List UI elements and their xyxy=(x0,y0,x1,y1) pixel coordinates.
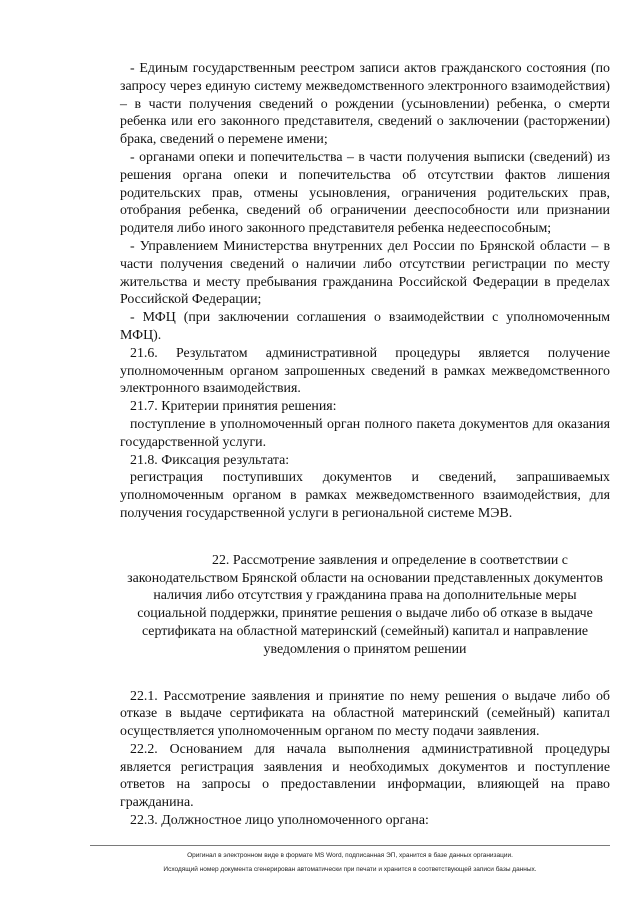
paragraph-mfc: - МФЦ (при заключении соглашения о взаимодействии с уполномоченным МФЦ). xyxy=(120,310,610,343)
paragraph-22-3: 22.3. Должностное лицо уполномоченного органа: xyxy=(130,813,429,829)
paragraph-22-2: 22.2. Основанием для начала выполнения административной процедуры является регистрация заявления и необходимых документов и поступление ответов на запросы о предоставлении информации, влияющей на право гражданина. xyxy=(120,741,610,811)
page-footer xyxy=(90,849,610,877)
paragraph-21-7: 21.7. Критерии принятия решения: xyxy=(130,399,337,415)
paragraph-21-8-registration: регистрация поступивших документов и сведений, запрашиваемых уполномоченным органом в рамках межведомственного взаимодействия, для получения государственной услуги в региональной системе МЭВ. xyxy=(120,470,610,521)
document-body xyxy=(120,60,610,830)
paragraph-egr-zags: - Единым государственным реестром записи актов гражданского состояния (по запросу через единую систему межведомственного электронного взаимодействия) – в части получения сведений о рождении (усыновлении) ребенка, о смерти ребенка или его законного представителя, сведений о заключении (расторжении) брака, сведений о перемене имени; xyxy=(120,61,610,148)
footer-line-outgoing-number: Исходящий номер документа сгенерирован автоматически при печати и хранится в соответствующей записи базы данных. xyxy=(163,866,537,873)
paragraph-21-8: 21.8. Фиксация результата: xyxy=(130,452,290,468)
paragraph-21-6: 21.6. Результатом административной процедуры является получение уполномоченным органом запрошенных сведений в рамках межведомственного электронного взаимодействия. xyxy=(120,345,610,397)
paragraph-21-7-criteria: поступление в уполномоченный орган полного пакета документов для оказания государственной услуги. xyxy=(120,416,610,450)
footer-divider xyxy=(90,845,610,846)
paragraph-mvd: - Управлением Министерства внутренних дел России по Брянской области – в части получения сведений о наличии либо отсутствии регистрации по месту жительства и месту пребывания гражданина Российской Федерации в пределах Российской Федерации; xyxy=(120,238,610,308)
section-heading-22: 22. Рассмотрение заявления и определение в соответствии с законодательством Брянской области на основании представленных документов наличия либо отсутствия у гражданина права на дополнительные меры социальной поддержки, принятие решения о выдаче либо об отказе в выдаче сертификата на областной материнский (семейный) капитал и направление уведомления о принятом решении xyxy=(127,552,603,657)
paragraph-guardianship: - органами опеки и попечительства – в части получения выписки (сведений) из решения органа опеки и попечительства об отсутствии фактов лишения родительских прав, отмены усыновления, ограничения родительских прав, отобрания ребенка, сведений об ограничении дееспособности или признании родителя либо иного законного представителя ребенка недееспособным; xyxy=(120,149,610,237)
paragraph-22-1: 22.1. Рассмотрение заявления и принятие по нему решения о выдаче либо об отказе в выдаче сертификата на областной материнский (семейный) капитал осуществляется уполномоченным органом по месту подачи заявления. xyxy=(120,688,610,740)
footer-line-original: Оригинал в электронном виде в формате MS Word, подписанная ЭП, хранится в базе данных организации. xyxy=(187,852,513,859)
